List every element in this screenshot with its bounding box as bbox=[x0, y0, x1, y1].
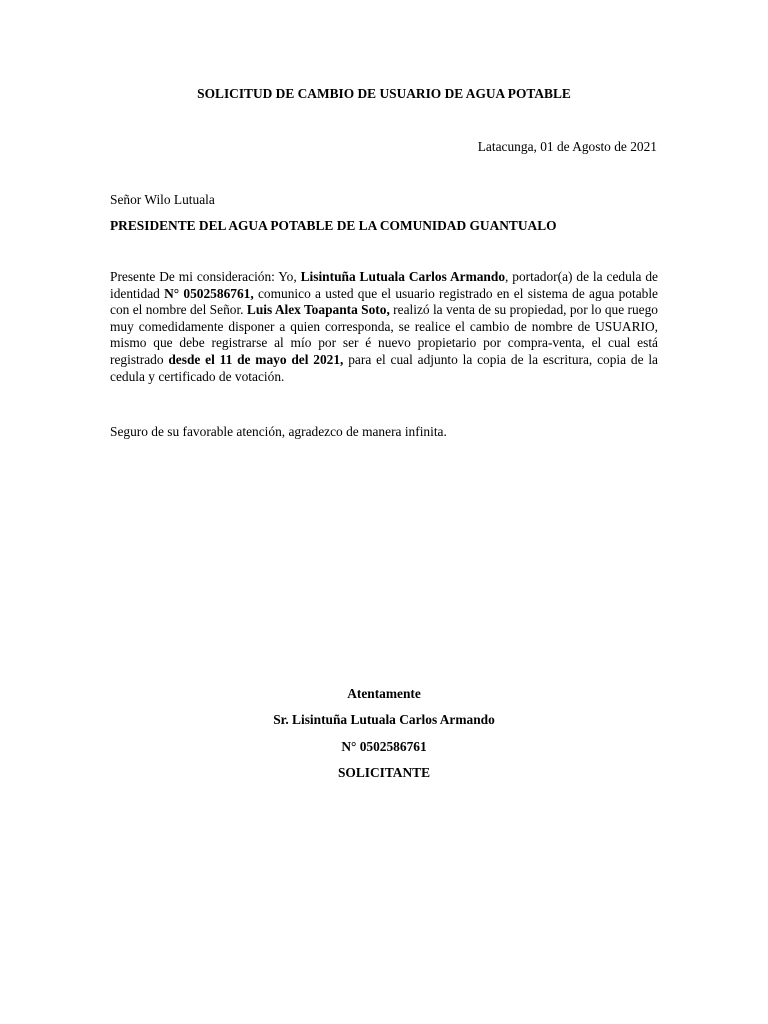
body-text-part3: comunico a usted que el usuario registrado en el sistema de agua potable con el nombre del Señor. bbox=[110, 285, 658, 318]
previous-owner: Luis Alex Toapanta Soto, bbox=[246, 302, 390, 318]
body-paragraph bbox=[110, 269, 658, 385]
body-text-part2: , portador(a) de la cedula de identidad bbox=[110, 269, 658, 301]
signature-id: N° 0502586761 bbox=[341, 739, 427, 754]
date-line: Latacunga, 01 de Agosto de 2021 bbox=[477, 139, 657, 154]
closing-line: Seguro de su favorable atención, agradezco de manera infinita. bbox=[110, 424, 447, 439]
registered-since: desde el 11 de mayo del 2021, bbox=[168, 351, 344, 367]
document-title: SOLICITUD DE CAMBIO DE USUARIO DE AGUA POTABLE bbox=[197, 86, 571, 101]
body-text-part1: Presente De mi consideración: Yo, bbox=[110, 269, 301, 284]
signature-name: Sr. Lisintuña Lutuala Carlos Armando bbox=[273, 712, 495, 727]
salutation: Señor Wilo Lutuala bbox=[110, 192, 215, 207]
body-text-part5: para el cual adjunto la copia de la escritura, copia de la cedula y certificado de votación. bbox=[110, 351, 659, 384]
signature-valediction: Atentamente bbox=[347, 686, 421, 701]
recipient-role: PRESIDENTE DEL AGUA POTABLE DE LA COMUNIDAD GUANTUALO bbox=[110, 218, 557, 233]
body-text-part4: realizó la venta de su propiedad, por lo que ruego muy comedidamente disponer a quien corresponda, se realice el cambio de nombre de USUARIO, mismo que debe registrarse al mío por ser é nuevo propietario por compra-venta, el cual está registrado bbox=[110, 302, 659, 367]
applicant-name: Lisintuña Lutuala Carlos Armando bbox=[300, 269, 506, 284]
id-number: N° 0502586761, bbox=[164, 285, 254, 301]
signature-role: SOLICITANTE bbox=[337, 765, 431, 780]
